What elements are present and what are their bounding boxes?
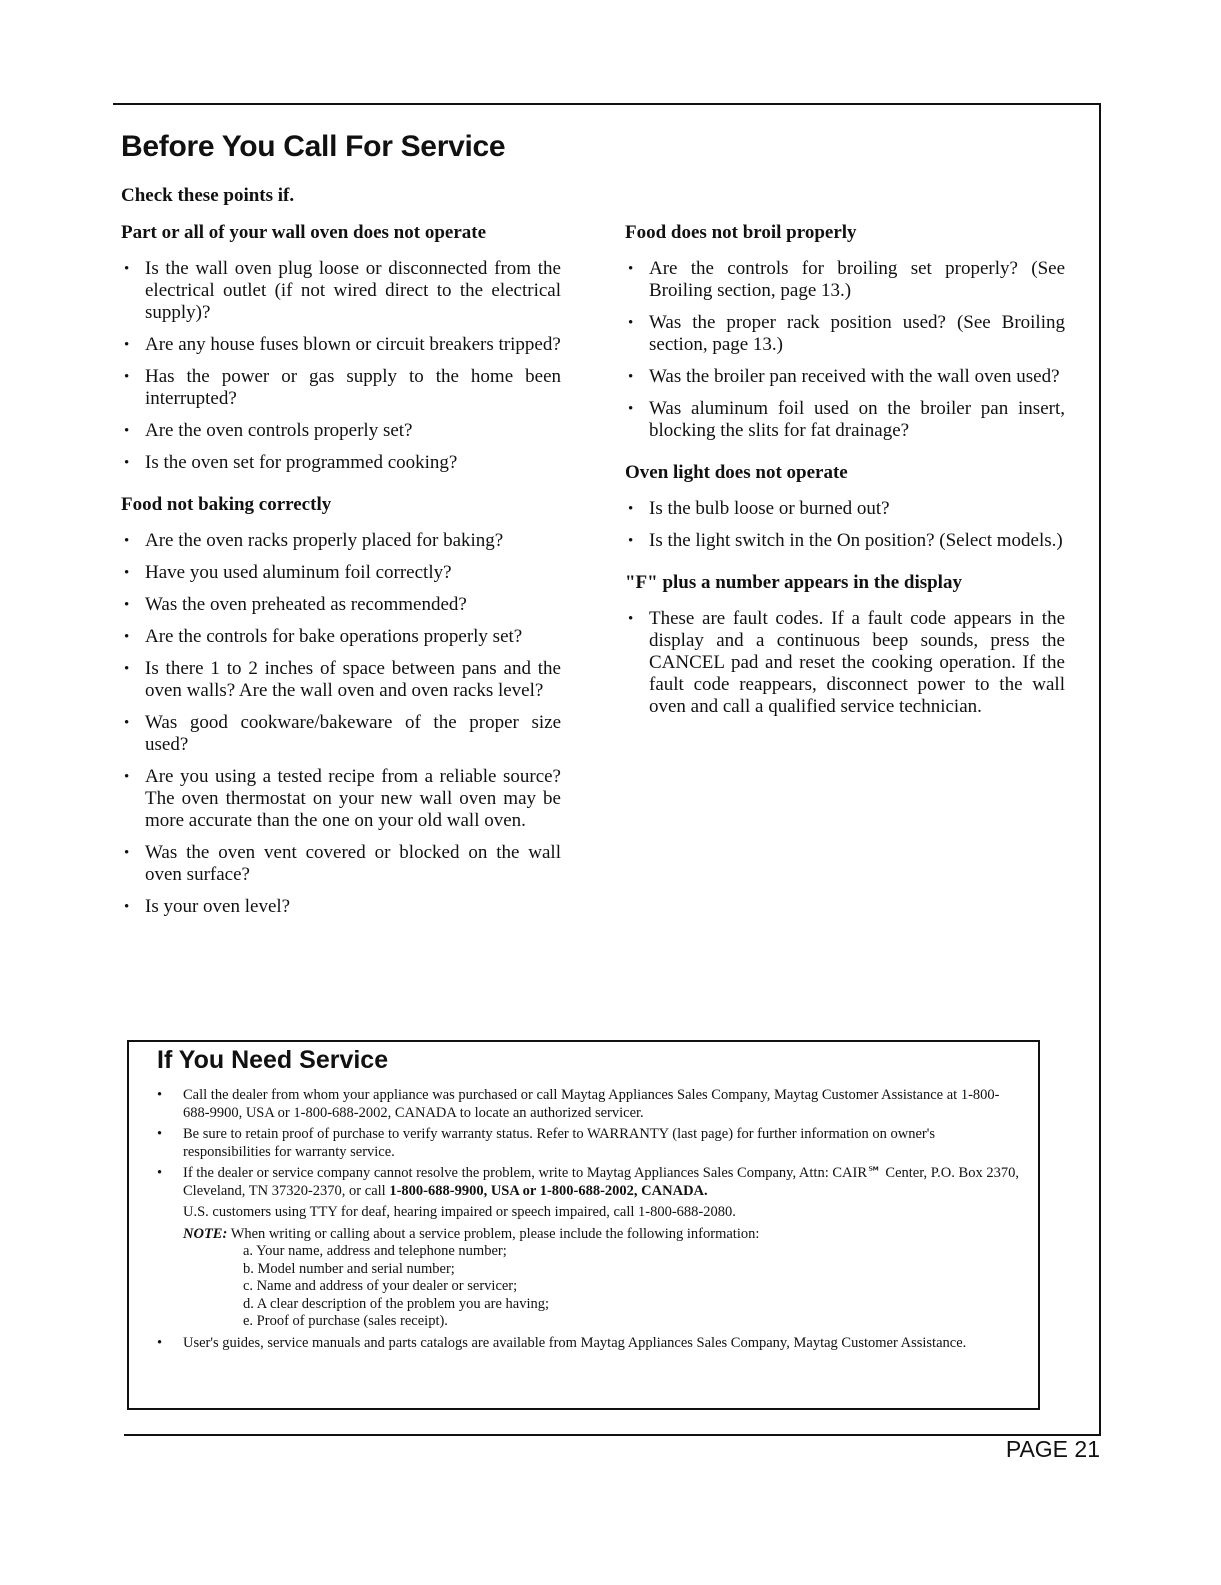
section-heading: Part or all of your wall oven does not operate bbox=[121, 222, 487, 243]
list-item: • Is the light switch in the On position? (Select models.) bbox=[625, 530, 1065, 552]
service-note bbox=[155, 1226, 1025, 1331]
page-number: PAGE 21 bbox=[1005, 1436, 1100, 1462]
note-label: NOTE: bbox=[183, 1225, 228, 1242]
bottom-rule bbox=[124, 1434, 1101, 1436]
checklist bbox=[625, 498, 1065, 552]
note-text: When writing or calling about a service problem, please include the following information: bbox=[230, 1225, 760, 1242]
list-item: • Is your oven level? bbox=[121, 896, 561, 918]
list-item: • Are the controls for bake operations properly set? bbox=[121, 626, 561, 648]
section-heading: Food does not broil properly bbox=[625, 222, 857, 243]
list-item: • Was aluminum foil used on the broiler pan insert, blocking the slits for fat drainage? bbox=[625, 398, 1065, 442]
top-rule bbox=[113, 103, 1101, 105]
list-item: • Was the oven vent covered or blocked on the wall oven surface? bbox=[121, 842, 561, 886]
section-heading: "F" plus a number appears in the display bbox=[625, 572, 962, 593]
list-item: • Was the oven preheated as recommended? bbox=[121, 594, 561, 616]
list-item: • Are the controls for broiling set properly? (See Broiling section, page 13.) bbox=[625, 258, 1065, 302]
section-heading: Food not baking correctly bbox=[121, 494, 332, 515]
list-item: • Is the wall oven plug loose or disconnected from the electrical outlet (if not wired direct to the electrical supply)? bbox=[121, 258, 561, 324]
list-item: • Was the broiler pan received with the wall oven used? bbox=[625, 366, 1065, 388]
note-item: c. Name and address of your dealer or servicer; bbox=[243, 1278, 518, 1294]
list-item: • Is the bulb loose or burned out? bbox=[625, 498, 1065, 520]
right-column bbox=[625, 222, 1065, 728]
checklist bbox=[625, 258, 1065, 442]
note-item: a. Your name, address and telephone number; bbox=[243, 1243, 507, 1259]
left-column bbox=[121, 222, 561, 928]
page-title: Before You Call For Service bbox=[121, 130, 506, 163]
service-item bbox=[155, 1165, 1025, 1200]
intro-text: Check these points if. bbox=[121, 185, 295, 206]
checklist bbox=[625, 608, 1065, 718]
list-item: • Have you used aluminum foil correctly? bbox=[121, 562, 561, 584]
note-item: b. Model number and serial number; bbox=[243, 1260, 455, 1277]
service-item: • User's guides, service manuals and parts catalogs are available from Maytag Appliances Sales Company, Maytag Customer Assistance. bbox=[155, 1335, 1025, 1353]
service-info-box bbox=[127, 1040, 1040, 1410]
checklist bbox=[121, 258, 561, 474]
section-heading: Oven light does not operate bbox=[625, 462, 848, 483]
note-item: e. Proof of purchase (sales receipt). bbox=[243, 1313, 448, 1329]
list-item: • Is there 1 to 2 inches of space between pans and the oven walls? Are the wall oven and oven racks level? bbox=[121, 658, 561, 702]
right-rule bbox=[1099, 103, 1101, 1436]
list-item: • Are any house fuses blown or circuit breakers tripped? bbox=[121, 334, 561, 356]
tty-info: U.S. customers using TTY for deaf, hearing impaired or speech impaired, call 1-800-688-2080. bbox=[183, 1204, 736, 1220]
note-item: d. A clear description of the problem you are having; bbox=[243, 1295, 550, 1312]
list-item: • Was good cookware/bakeware of the proper size used? bbox=[121, 712, 561, 756]
list-item: • Is the oven set for programmed cooking? bbox=[121, 452, 561, 474]
service-item-text: If the dealer or service company cannot resolve the problem, write to Maytag Appliances Sales Company, Attn: CAIR℠ Center, P.O. Box 2370, Cleveland, TN 37320-2370, or call bbox=[183, 1165, 1019, 1199]
list-item: • Was the proper rack position used? (See Broiling section, page 13.) bbox=[625, 312, 1065, 356]
service-title: If You Need Service bbox=[157, 1046, 389, 1074]
list-item: • These are fault codes. If a fault code appears in the display and a continuous beep sounds, press the CANCEL pad and reset the cooking operation. If the fault code reappears, disconnect power to the wall oven and call a qualified service technician. bbox=[625, 608, 1065, 718]
list-item: • Are the oven racks properly placed for baking? bbox=[121, 530, 561, 552]
checklist bbox=[121, 530, 561, 918]
service-item: • Call the dealer from whom your appliance was purchased or call Maytag Appliances Sales Company, Maytag Customer Assistance at 1-800-688-9900, USA or 1-800-688-2002, CANADA to locate an authorized servicer. bbox=[155, 1087, 1025, 1122]
list-item: • Are you using a tested recipe from a reliable source? The oven thermostat on your new wall oven may be more accurate than the one on your old wall oven. bbox=[121, 766, 561, 832]
list-item: • Are the oven controls properly set? bbox=[121, 420, 561, 442]
service-item: • Be sure to retain proof of purchase to verify warranty status. Refer to WARRANTY (last page) for further information on owner's responsibilities for warranty service. bbox=[155, 1126, 1025, 1161]
service-phone: 1-800-688-9900, USA or 1-800-688-2002, CANADA. bbox=[389, 1182, 708, 1199]
list-item: • Has the power or gas supply to the home been interrupted? bbox=[121, 366, 561, 410]
service-list bbox=[155, 1087, 1025, 1356]
note-list bbox=[183, 1243, 1025, 1331]
